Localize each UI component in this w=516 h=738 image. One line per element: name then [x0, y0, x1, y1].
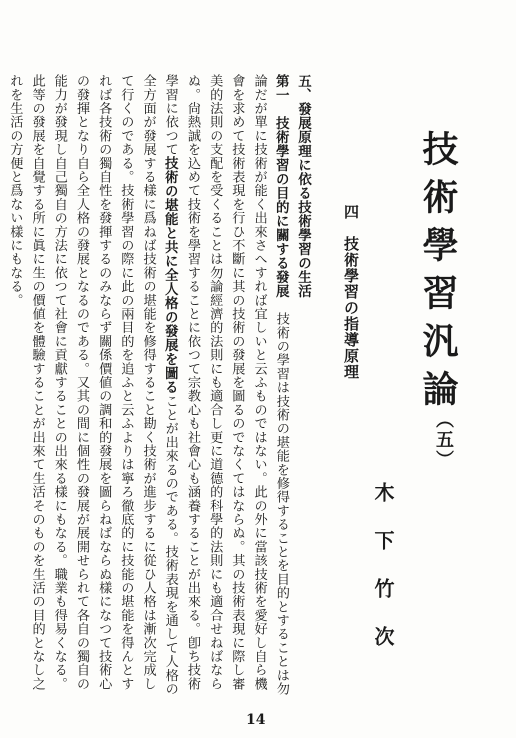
subsection-heading-one: [3, 74, 292, 704]
body-paragraph-start: 技術の學習は技術の堪能を修得することを目的とすることは勿論だが單に技術が能く出來さへすれば宜しいと云ふものではない。此の外に當該技術を愛好し自ら機會を求めて技術表現を行ひ不斷に其の技術の發展を圖るのでなくてはならぬ。其の技術表現に際し審美的法則の支配を受くることは勿論經濟的法則にも適合し更に道德的科學的法則にも適合せねばならぬ。尙熱誠を込めて技術を學習することに依つて宗教心も社會心も涵養することが出來る。卽ち技術學習に依つて: [162, 74, 289, 696]
author-name: 木下竹次: [371, 482, 395, 674]
body-text-block: [7, 74, 313, 704]
article-title: 技術學習汎論: [417, 130, 459, 418]
body-emphasis: 技術の堪能と共に全人格の發展を圖る: [161, 156, 178, 395]
page-number: 14: [246, 712, 266, 728]
subsection-title: 技術學習の目的に關する發展: [272, 116, 289, 298]
section-heading-four: 四 技術學習の指導原理: [342, 204, 360, 380]
body-paragraph-rest: ことが出來るのである。技術表現を通して人格の全方面が發展する樣に爲ねば技術の堪能を修得すること勘く技術が進步するに從ひ人格は漸次完成して行くのである。技術學習の際に此の兩目的を追ふと云ふよりは寧ろ徹底的に技能の堪能を得んとすれば各技術の獨自性を發揮するのみならず關係價値の調和的發展を圖らねばならぬ樣になつて技術心の發揮となり自ら全人格の發展となるのである。又其の間に個性の發展が展開せられて各自の獨自の能力が發現し自己獨自の方法に依つて社會に貢獻することの出來る樣にもなる。職業も得易くなる。此等の發展を自覺する所に眞に生の價値を體驗することが出來て生活そのものを生活の目的となし之れを生活の方便と爲ない樣にもなる。: [7, 74, 178, 696]
subsection-label: 第一: [272, 74, 289, 102]
section-heading-five: 五、發展原理に依る技術學習の生活: [295, 74, 311, 298]
article-part-number: （五）: [433, 410, 454, 470]
